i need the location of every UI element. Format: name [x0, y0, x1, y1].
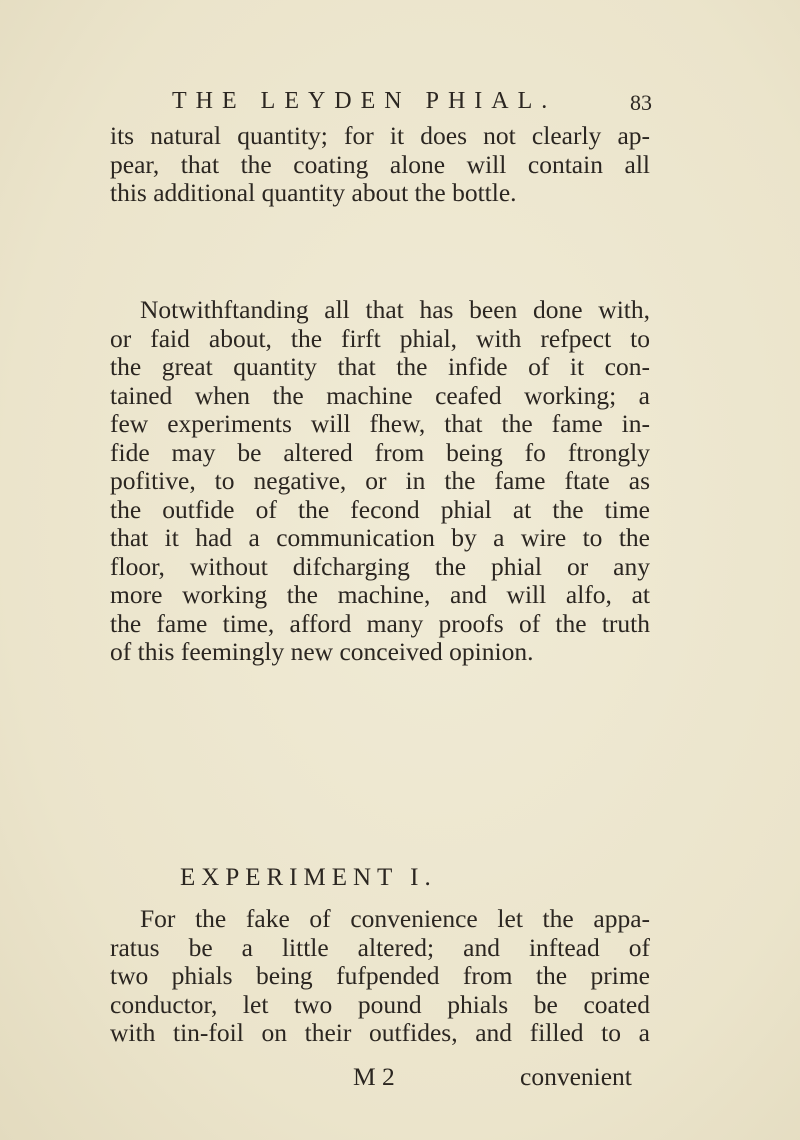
text-line: more working the machine, and will alfo, at: [110, 580, 650, 609]
text-line: pear, that the coating alone will contain all: [110, 149, 650, 179]
paragraph-1: [110, 122, 650, 208]
paragraph-2: [110, 296, 650, 667]
text-line: For the fake of convenience let the appa-: [140, 904, 650, 933]
text-line: this additional quantity about the bottle.: [110, 178, 517, 207]
text-line: that it had a communication by a wire to the: [110, 523, 650, 552]
text-line: the great quantity that the infide of it con-: [110, 352, 650, 381]
text-line: or faid about, the firft phial, with refpect to: [110, 323, 650, 353]
text-line: floor, without difcharging the phial or any: [110, 551, 650, 581]
catchword: convenient: [520, 1062, 632, 1091]
text-line: pofitive, to negative, or in the fame ftate as: [110, 466, 650, 495]
text-line: its natural quantity; for it does not clearly ap-: [110, 121, 650, 150]
text-line: ratus be a little altered; and inftead of: [110, 932, 650, 962]
text-line: with tin-foil on their outfides, and filled to a: [110, 1018, 650, 1047]
text-line: the fame time, afford many proofs of the truth: [110, 608, 650, 638]
text-line: of this feemingly new conceived opinion.: [110, 637, 534, 666]
paragraph-3: [110, 905, 650, 1048]
signature-mark: M 2: [353, 1062, 395, 1091]
text-line: the outfide of the fecond phial at the time: [110, 494, 650, 524]
text-line: conductor, let two pound phials be coated: [110, 989, 650, 1019]
section-heading: EXPERIMENT I.: [180, 864, 437, 891]
text-line: fide may be altered from being fo ftrongly: [110, 437, 650, 467]
text-line: few experiments will fhew, that the fame in-: [110, 409, 650, 438]
running-title: THE LEYDEN PHIAL.: [172, 88, 557, 114]
page-number: 83: [630, 90, 652, 115]
text-line: tained when the machine ceafed working; a: [110, 380, 650, 410]
text-line: two phials being fufpended from the prime: [110, 961, 650, 990]
text-line: Notwithftanding all that has been done with,: [140, 295, 650, 324]
